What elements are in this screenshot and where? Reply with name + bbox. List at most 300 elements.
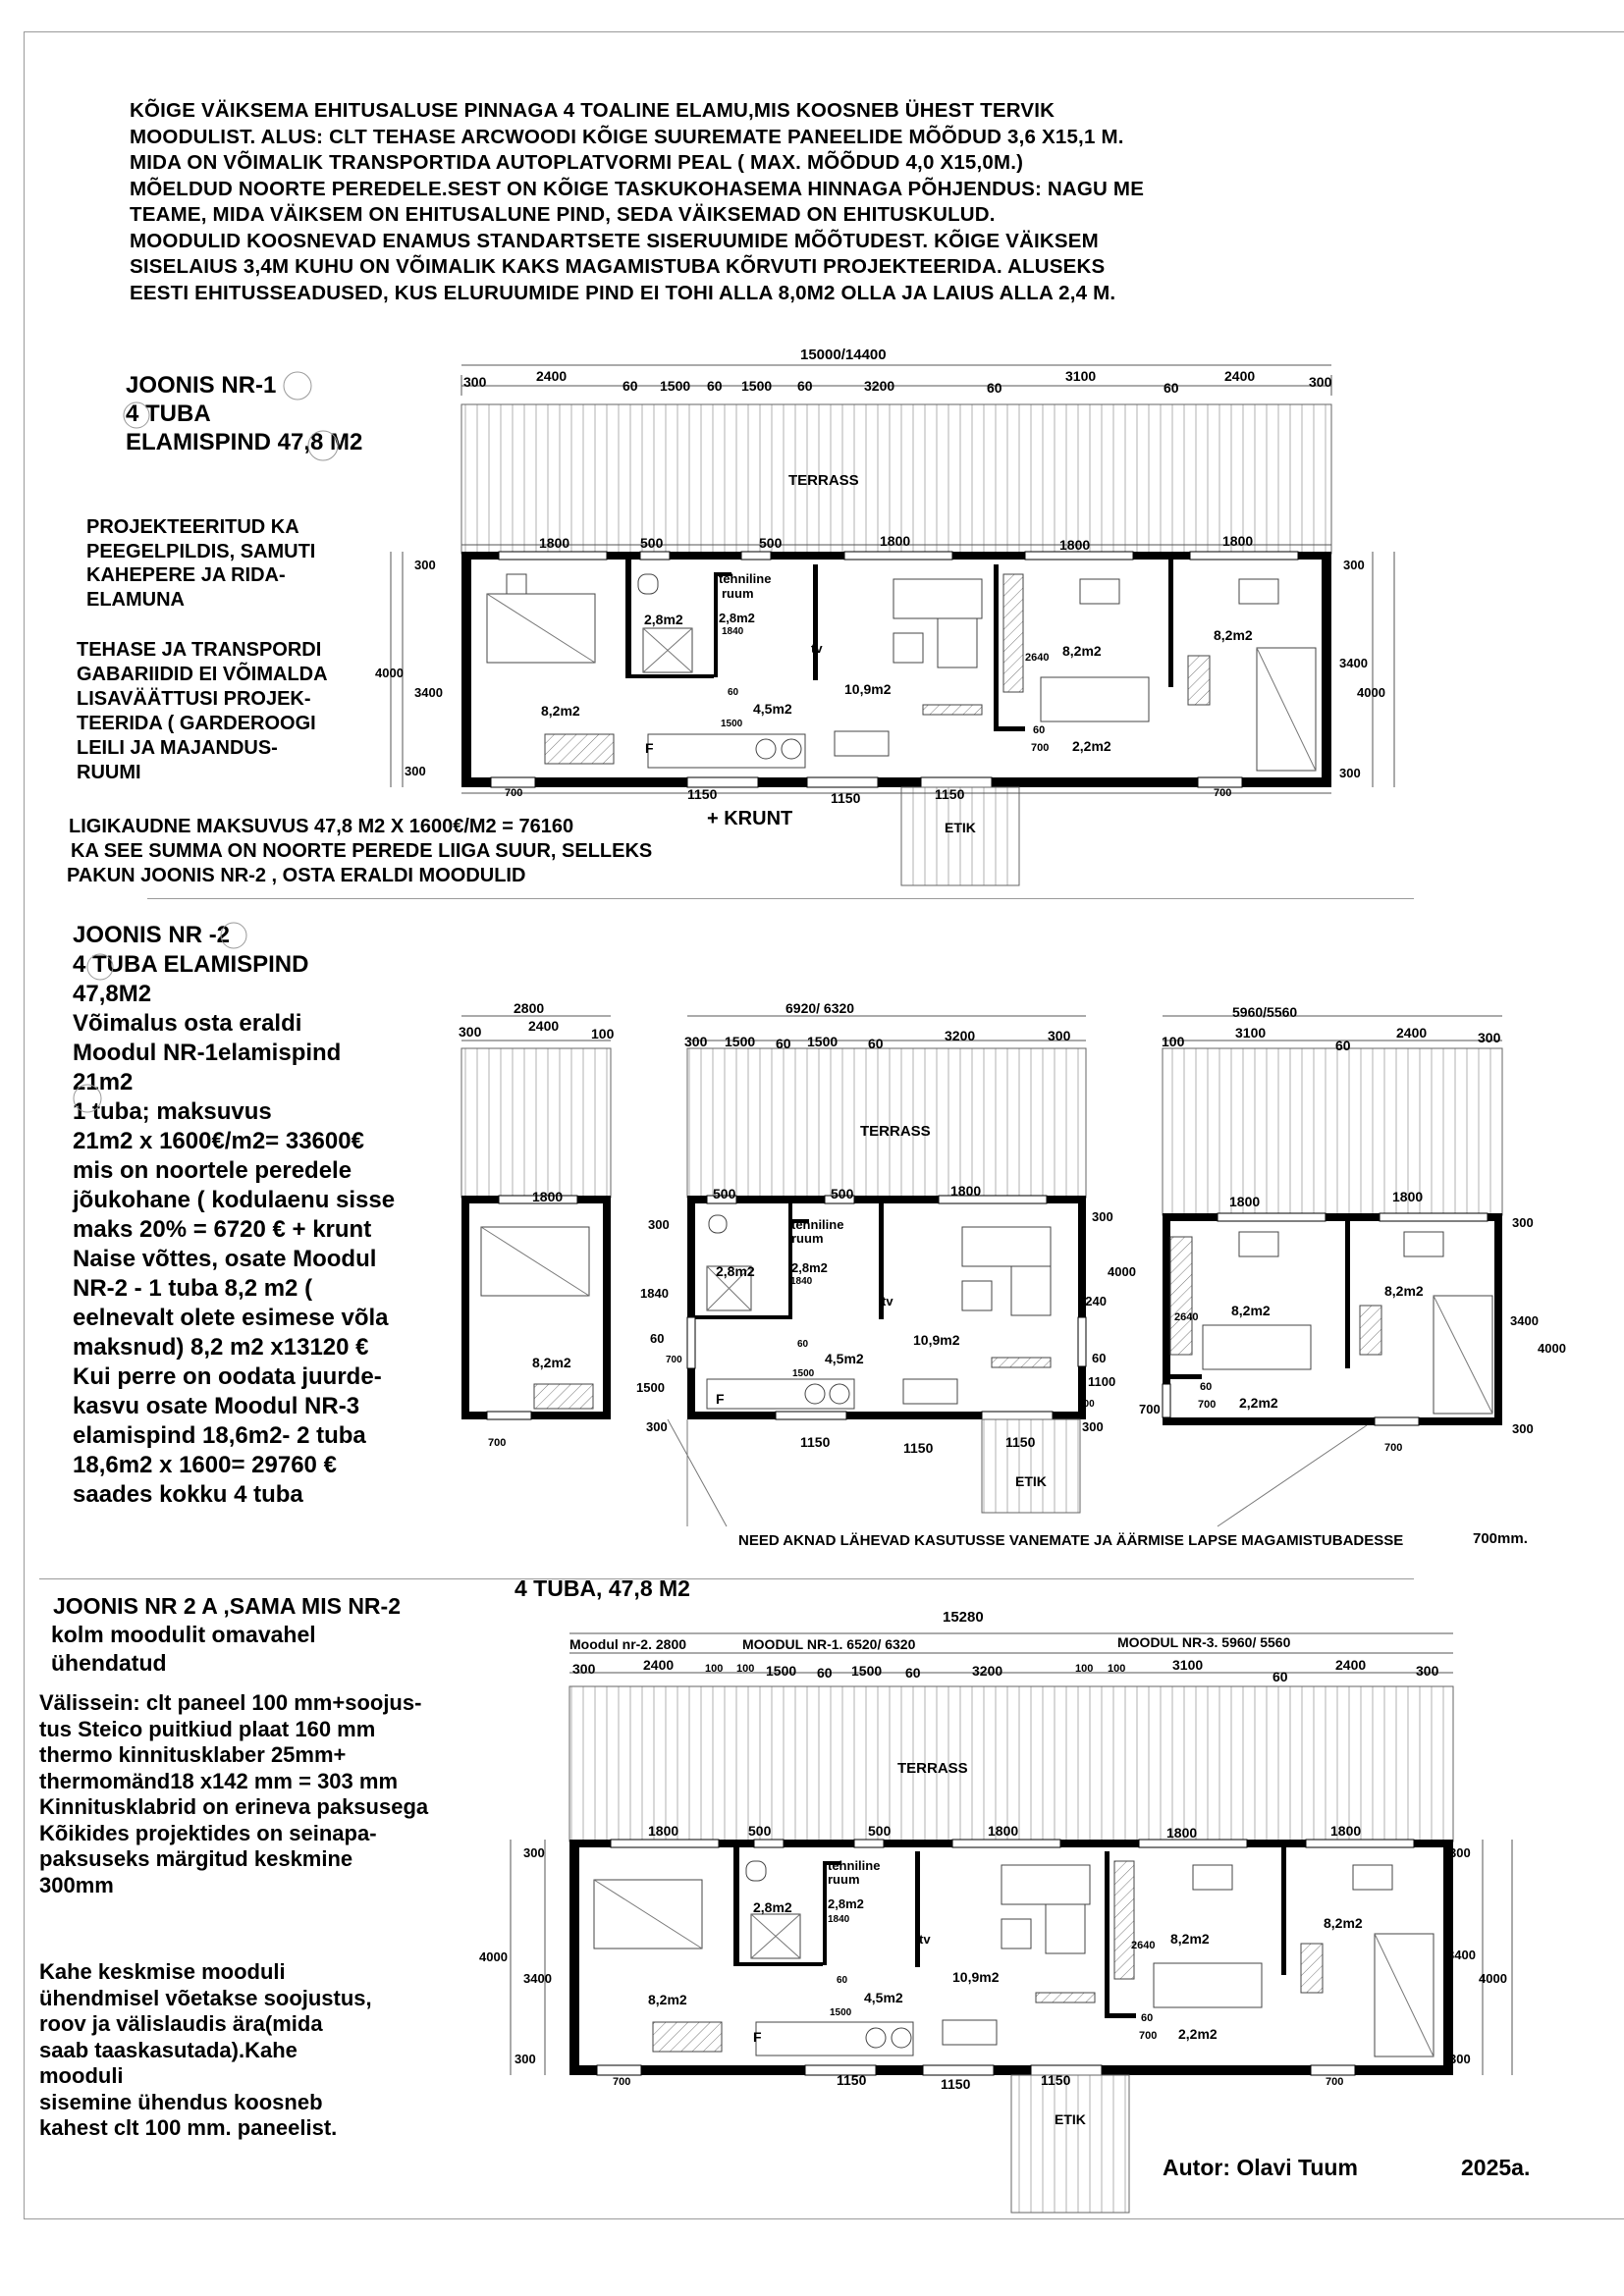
plan-label: 2,8m2 [828,1896,864,1911]
plan-label: 1150 [903,1440,934,1456]
plan-shape [1188,656,1210,705]
plan-label: 300 [646,1419,668,1434]
plan-shape [901,787,1019,885]
plan-label: 2,8m2 [716,1263,755,1279]
joonis1-note: PROJEKTEERITUD KA PEEGELPILDIS, SAMUTI KAHEPERE JA RIDA- ELAMUNA [86,516,316,611]
plan-label: 300 [1449,2052,1471,2066]
plan-label: 2240 [1078,1294,1107,1308]
plan-shape [1281,1847,1286,1975]
intro-line: KÕIGE VÄIKSEMA EHITUSALUSE PINNAGA 4 TOALINE ELAMU,MIS KOOSNEB ÜHEST TERVIK [130,99,1056,122]
plan-label: 2,8m2 [644,612,683,627]
plan-shape [1154,1963,1262,2007]
plan-label: 700 [1384,1442,1403,1454]
plan-shape [807,777,878,787]
plan-shape [1218,1425,1367,1526]
plan-label: 1150 [935,786,965,802]
plan-shape [994,726,1025,731]
plan-label: 3400 [523,1971,552,1986]
plan-shape [756,739,776,759]
intro-line: EESTI EHITUSSEADUSED, KUS ELURUUMIDE PIND EI TOHI ALLA 8,0M2 OLLA JA LAIUS ALLA 2,4 M. [130,281,1116,304]
plan-label: tv [811,641,823,656]
plan-shape [1163,1417,1502,1425]
plan-shape [1257,648,1316,771]
plan-label: 700 [1139,1402,1161,1416]
plan-label: 1500 [721,719,743,729]
join-description: Kahe keskmise mooduli ühendmisel võetakse soojustus, roov ja välislaudis ära(mida saab taaskasutada).Kahe mooduli sisemine ühendus koosneb kahest clt 100 mm. paneelist. [39,1959,372,2140]
plan-label: tehniline [828,1858,881,1873]
plan-shape [915,1851,920,1967]
plan-label: 300 [1416,1663,1439,1679]
intro-line: MÕELDUD NOORTE PEREDELE.SEST ON KÕIGE TASKUKOHASEMA HINNAGA PÕHJENDUS: NAGU ME [130,177,1145,200]
plan-shape [733,1962,823,1966]
plan-label: 500 [748,1823,772,1839]
plan-label: tehniline [791,1217,844,1232]
plan-shape [756,2022,913,2056]
plan-label: 300 [514,2052,536,2066]
plan-shape [1360,1306,1381,1355]
plan-label: 1150 [687,786,718,802]
joonis1-note2: TEHASE JA TRANSPORDI GABARIIDID EI VÕIMALDA LISAVÄÄTTUSI PROJEK- TEERIDA ( GARDEROOGI LEILI JA MAJANDUS- RUUMI [77,639,328,783]
plan-label: 60 [1164,380,1179,396]
plan-label: TERRASS [860,1123,931,1140]
plan-label: 60 [797,378,813,394]
plan-shape [1163,1374,1202,1379]
plan-shape [782,739,801,759]
plan-shape [1011,1266,1051,1315]
plan-shape [982,1412,1053,1419]
plan-label: 8,2m2 [1384,1283,1424,1299]
plan-label: 3200 [864,378,895,394]
plan-shape [695,1315,791,1319]
plan-label: 1840 [722,626,744,637]
plan-label: 2640 [1025,652,1050,664]
plan-label: 10,9m2 [952,1969,1000,1985]
plan-label: 2400 [528,1018,560,1034]
plan-shape [1011,2075,1129,2213]
plan-label: 8,2m2 [1170,1931,1210,1947]
plan-label: 500 [759,535,783,551]
wall-left [461,552,471,787]
plan-shape [994,564,999,726]
plan-label: ETIK [945,820,976,835]
author: Autor: Olavi Tuum [1163,2155,1358,2180]
plan-label: 3200 [972,1663,1003,1679]
plan-shape [830,1384,849,1404]
plan-shape [1163,1384,1170,1417]
plan-label: 1150 [800,1434,831,1450]
wall-description: Välissein: clt paneel 100 mm+soojus- tus Steico puitkiud plaat 160 mm thermo kinnitusklaber 25mm+ thermomänd18 x142 mm = 303 mm Kinnitusklabrid on erineva paksusega Kõikides projektides on seinapa- paksuseks märgitud keskmine 300mm [39,1690,429,1897]
plan-label: ETIK [1055,2111,1086,2127]
plan-shape [813,564,818,680]
joonis2a-title: JOONIS NR 2 A ,SAMA MIS NR-2 kolm moodulit omavahel ühendatud [51,1593,401,1676]
plan-label: 5960/5560 [1232,1004,1298,1020]
plan-label: 100 [1162,1034,1185,1049]
plan-label: 10,9m2 [913,1332,960,1348]
plan-label: 3400 [1447,1948,1476,1962]
plan-label: 700 [1139,2030,1158,2042]
plan-joonis2 [461,1016,1502,1526]
plan-shape [1025,552,1133,560]
plan-label: 60 [623,378,638,394]
plan-joonis1 [391,365,1394,885]
plan-shape [1203,1325,1311,1369]
plan-label: 300 [463,374,487,390]
plan-shape [893,579,982,618]
plan-label: 700 [1031,742,1050,754]
plan-label: 300 [1343,558,1365,572]
plan-label: 4000 [1479,1971,1507,1986]
plan-label: 4000 [479,1949,508,1964]
plan-shape [640,552,670,560]
plan-shape [611,1840,719,1847]
plan-shape [1190,552,1298,560]
plan-shape [733,1847,739,1965]
plan-label: 2,2m2 [1239,1395,1278,1411]
plan-label: 700 [1326,2076,1344,2088]
plan-shape [1003,574,1023,692]
plan-shape [481,1227,589,1296]
plan-shape [569,1686,1453,1842]
plan-label: 1800 [539,535,570,551]
plan-label: 60 [987,380,1002,396]
plan-shape [687,1196,695,1419]
plan-shape [1239,1232,1278,1256]
plan-label: 60 [707,378,723,394]
plan-shape [938,618,977,667]
plan-label: 1800 [950,1183,982,1199]
plan-label: 8,2m2 [541,703,580,719]
plan-shape [1375,1934,1434,2056]
plan-shape [923,2065,994,2075]
plan-shape [1404,1232,1443,1256]
plan-shape [545,734,614,764]
plan-shape [487,594,595,663]
plan-label: 1500 [636,1380,665,1395]
plan-label: 300 [572,1661,596,1677]
dim-total-1: 15000/14400 [800,347,887,363]
plan-shape [893,633,923,663]
intro-line: MOODULIST. ALUS: CLT TEHASE ARCWOODI KÕIGE SUUREMATE PANEELIDE MÕÕDUD 3,6 X15,1 M. [130,125,1124,148]
plan-shape [507,574,526,594]
plan-label: 2400 [643,1657,675,1673]
plan-label: 1500 [741,378,773,394]
plan-label: ruum [722,586,754,601]
plan-label: 15280 [943,1609,984,1626]
plan-label: 1800 [1166,1825,1198,1841]
plan-shape [1114,1861,1134,1979]
plan-label: 1500 [830,2007,852,2018]
plan-shape [1001,1919,1031,1949]
wall-right [1322,552,1331,787]
plan-label: 4,5m2 [825,1351,864,1366]
plan-label: 700 [505,787,523,799]
plan-shape [707,1379,854,1409]
plan-shape [741,552,771,560]
plan-shape [854,1840,884,1847]
plan-label: 4,5m2 [864,1990,903,2005]
plan-label: 100 [1075,1663,1094,1675]
plan-shape [1163,1048,1502,1215]
plan-shape [1434,1296,1492,1414]
plan-label: 300 [1082,1419,1104,1434]
plan-shape [1139,1840,1247,1847]
plan-label: 1150 [837,2072,867,2088]
plan-label: 1500 [792,1368,815,1379]
plan-shape [491,777,535,787]
plan-label: 60 [797,1339,809,1350]
plan-shape [1080,579,1119,604]
year: 2025a. [1461,2155,1531,2180]
plan-label: 1800 [1222,533,1254,549]
plan-shape [866,2028,886,2048]
plan-label: 300 [1309,374,1332,390]
plan-label: 1100 [1088,1374,1116,1389]
plan-shape [1218,1213,1326,1221]
plan-label: 300 [1092,1209,1113,1224]
plan-shape [1041,677,1149,721]
plan-label: 1800 [880,533,911,549]
plan-label: 300 [1512,1215,1534,1230]
plan-label: 1800 [648,1823,679,1839]
plan-label: 1840 [790,1276,813,1287]
plan-shape [962,1281,992,1310]
plan-label: 2640 [1131,1940,1156,1951]
plan-label: 60 [1092,1351,1107,1365]
plan-shape [1311,2065,1355,2075]
plan-label: 300 [405,764,426,778]
plan-label: 1840 [640,1286,669,1301]
plan-label: 1150 [941,2076,971,2092]
plan-label: 2800 [514,1000,545,1016]
plan-shape [597,2065,641,2075]
plan-label: 8,2m2 [1214,627,1253,643]
plan-label: 10,9m2 [844,681,892,697]
joonis1-title: JOONIS NR-1 4 TUBA ELAMISPIND 47,8 M2 [126,372,363,455]
plan-label: 3400 [414,685,443,700]
plan-label: 60 [1141,2012,1154,2024]
plan-label: 100 [1108,1663,1126,1675]
joonis1-price: LIGIKAUDNE MAKSUVUS 47,8 M2 X 1600€/M2 = 76160 KA SEE SUMMA ON NOORTE PEREDE LIIGA SUUR, SELLEKS PAKUN JOONIS NR-2 , OSTA ERALDI MOODULID [67,816,653,886]
plan-label: 6920/ 6320 [785,1000,855,1016]
plan-shape [903,1379,957,1404]
plan-shape [499,552,607,560]
plan-shape [746,1861,766,1881]
plan-shape [952,1840,1060,1847]
plan-shape [625,560,631,677]
plan-shape [569,1840,579,2075]
plan-label: 700 [613,2076,631,2088]
plan-label: 2400 [1335,1657,1367,1673]
plan-shape [823,1861,827,1965]
plan-label: 300 [1478,1030,1501,1045]
plan-label: 8,2m2 [648,1992,687,2007]
plan-label: 4000 [1538,1341,1566,1356]
plan-label: 300 [1512,1421,1534,1436]
terrace-label: TERRASS [788,472,859,489]
plan-label: 700 [1198,1399,1217,1411]
plan-label: tv [919,1932,931,1947]
plan-label: 60 [905,1665,921,1681]
plan-shape [1105,1851,1110,2013]
plan-label: ruum [791,1231,824,1246]
joonis2-text: JOONIS NR -2 4 TUBA ELAMISPIND 47,8M2 Võimalus osta eraldi Moodul NR-1elamispind 21m2 1 tuba; maksuvus 21m2 x 1600€/m2= 33600€ mis on noortele peredele jõukohane ( kodulaenu sisse maks 20% = 6720 € + krunt Naise võttes, osate Moodul NR-2 - 1 tuba 8,2 m2 ( eelnevalt olete esimese võla maksnud) 8,2 m2 x13120 € Kui perre on oodata juurde- kasvu osate Moodul NR-3 elamispind 18,6m2- 2 tuba 18,6m2 x 1600= 29760 € saades kokku 4 tuba [73,922,396,1508]
plan-label: 3400 [1510,1313,1539,1328]
plan-label: 1150 [1041,2072,1071,2088]
plan-label: 60 [776,1036,791,1051]
plan-shape [1353,1865,1392,1890]
plan-label: 2,8m2 [791,1260,828,1275]
plan-label: 1800 [532,1189,564,1204]
plan-shape [668,1419,727,1526]
plan-label: 300 [414,558,436,572]
plan-label: 2400 [1224,368,1256,384]
plan-label: 3100 [1235,1025,1267,1041]
plan-label: 1800 [988,1823,1019,1839]
plan-shape [992,1358,1051,1367]
plan-label: 700 [1214,787,1232,799]
plan-label: 1800 [1229,1194,1261,1209]
plan-label: 2400 [536,368,568,384]
plan-shape [1193,1865,1232,1890]
plan-shape [754,1840,784,1847]
plan-label: 2640 [1174,1311,1199,1323]
plan-label: 500 [868,1823,892,1839]
plan-shape [1105,2013,1136,2018]
plan-shape [892,2028,911,2048]
plan-shape [461,1196,469,1419]
plan-shape [776,1412,846,1419]
plan-label: TERRASS [897,1760,968,1777]
plan-shape [74,1085,101,1112]
plan-shape [943,2020,997,2045]
joonis2a-heading: 4 TUBA, 47,8 M2 [514,1575,690,1601]
plan-label: MOODUL NR-1. 6520/ 6320 [742,1636,916,1652]
plan-label: tehniline [719,571,772,586]
plan-label: 700 [1078,1399,1095,1410]
plan-label: 3200 [945,1028,976,1043]
plan-label: 60 [1335,1038,1351,1053]
windows-unit: 700mm. [1473,1530,1528,1547]
plan-shape [1198,777,1242,787]
plan-label: F [716,1391,725,1407]
terrace-deck [461,404,1331,554]
intro-line: SISELAIUS 3,4M KUHU ON VÕIMALIK KAKS MAGAMISTUBA KÕRVUTI PROJEKTEERIDA. ALUSEKS [130,255,1106,278]
plan-label: 4000 [1357,685,1385,700]
plan-shape [638,574,658,594]
plan-label: 60 [1272,1669,1288,1684]
plan-label: tv [882,1294,893,1308]
windows-note: NEED AKNAD LÄHEVAD KASUTUSSE VANEMATE JA ÄÄRMISE LAPSE MAGAMISTUBADESSE [738,1532,1404,1549]
plan-label: 700 [666,1355,682,1365]
plan-label: 4000 [375,666,404,680]
plan-shape [844,552,952,560]
plan-shape [1306,1840,1414,1847]
plan-label: F [645,740,654,756]
plan-label: ruum [828,1872,860,1887]
plan-label: 8,2m2 [532,1355,571,1370]
plan-shape [87,954,113,980]
plan-label: 1800 [1059,537,1091,553]
plan-label: 300 [523,1845,545,1860]
plan-shape [1239,579,1278,604]
plan-label: 1500 [660,378,691,394]
plan-shape [603,1196,611,1419]
plan-shape [1345,1221,1350,1368]
plan-label: 1500 [851,1663,883,1679]
intro-line: MIDA ON VÕIMALIK TRANSPORTIDA AUTOPLATVORMI PEAL ( MAX. MÕÕDUD 4,0 X15,0M.) [130,151,1024,174]
plan-shape [221,923,246,948]
plan-label: 1500 [807,1034,839,1049]
plan-label: 1150 [1005,1434,1036,1450]
plan-label: 60 [817,1665,833,1681]
plan-label: 700 [488,1437,507,1449]
plan-label: 2,2m2 [1178,2026,1218,2042]
plan-label: 60 [728,687,739,698]
plan-label: 2,8m2 [719,611,755,625]
plan-shape [1046,1904,1085,1953]
plan-label: ETIK [1015,1473,1047,1489]
plan-shape [962,1227,1051,1266]
plan-shape [714,572,718,677]
plan-shape [805,1384,825,1404]
plan-shape [284,372,311,400]
plan-label: 60 [650,1331,665,1346]
plan-label: 60 [1200,1381,1213,1393]
plan-shape [1494,1213,1502,1425]
plan-shape [461,1412,611,1419]
plan-shape [835,731,889,756]
plan-shape [1170,1237,1192,1355]
plan-label: MOODUL NR-3. 5960/ 5560 [1117,1634,1291,1650]
plan-label: 4000 [1108,1264,1136,1279]
plan-label: 100 [705,1663,724,1675]
plan-label: 1500 [725,1034,756,1049]
plan-label: 2,8m2 [753,1899,792,1915]
plan-shape [709,1215,727,1233]
plan-label: 1500 [766,1663,797,1679]
plan-label: 100 [736,1663,755,1675]
plan-label: 500 [831,1186,854,1201]
plan-shape [308,431,338,460]
plan-label: 60 [868,1036,884,1051]
plan-label: 1150 [831,790,861,806]
plan-label: 300 [684,1034,708,1049]
plan-shape [1168,560,1173,687]
plan-shape [1078,1317,1086,1366]
plan-label: 8,2m2 [1231,1303,1271,1318]
krunt-label: + KRUNT [707,808,793,829]
plan-label: 3100 [1172,1657,1204,1673]
plan-label: Moodul nr-2. 2800 [569,1636,687,1652]
plan-label: 300 [1048,1028,1071,1043]
intro-line: MOODULID KOOSNEVAD ENAMUS STANDARTSETE SISERUUMIDE MÕÕTUDEST. KÕIGE VÄIKSEM [130,229,1099,252]
plan-shape [1380,1213,1488,1221]
plan-shape [653,2022,722,2052]
plan-shape [1001,1865,1090,1904]
plan-shape [1036,1993,1095,2002]
plan-shape [1301,1944,1323,1993]
plan-label: 8,2m2 [1324,1915,1363,1931]
plan-label: 4,5m2 [753,701,792,717]
plan-label: 1800 [1392,1189,1424,1204]
plan-label: 300 [1339,766,1361,780]
plan-label: F [753,2029,762,2045]
plan-label: 8,2m2 [1062,643,1102,659]
plan-label: 2,2m2 [1072,738,1111,754]
plan-shape [461,1048,611,1198]
plan-label: 1840 [828,1914,850,1925]
plan-label: 3400 [1339,656,1368,670]
